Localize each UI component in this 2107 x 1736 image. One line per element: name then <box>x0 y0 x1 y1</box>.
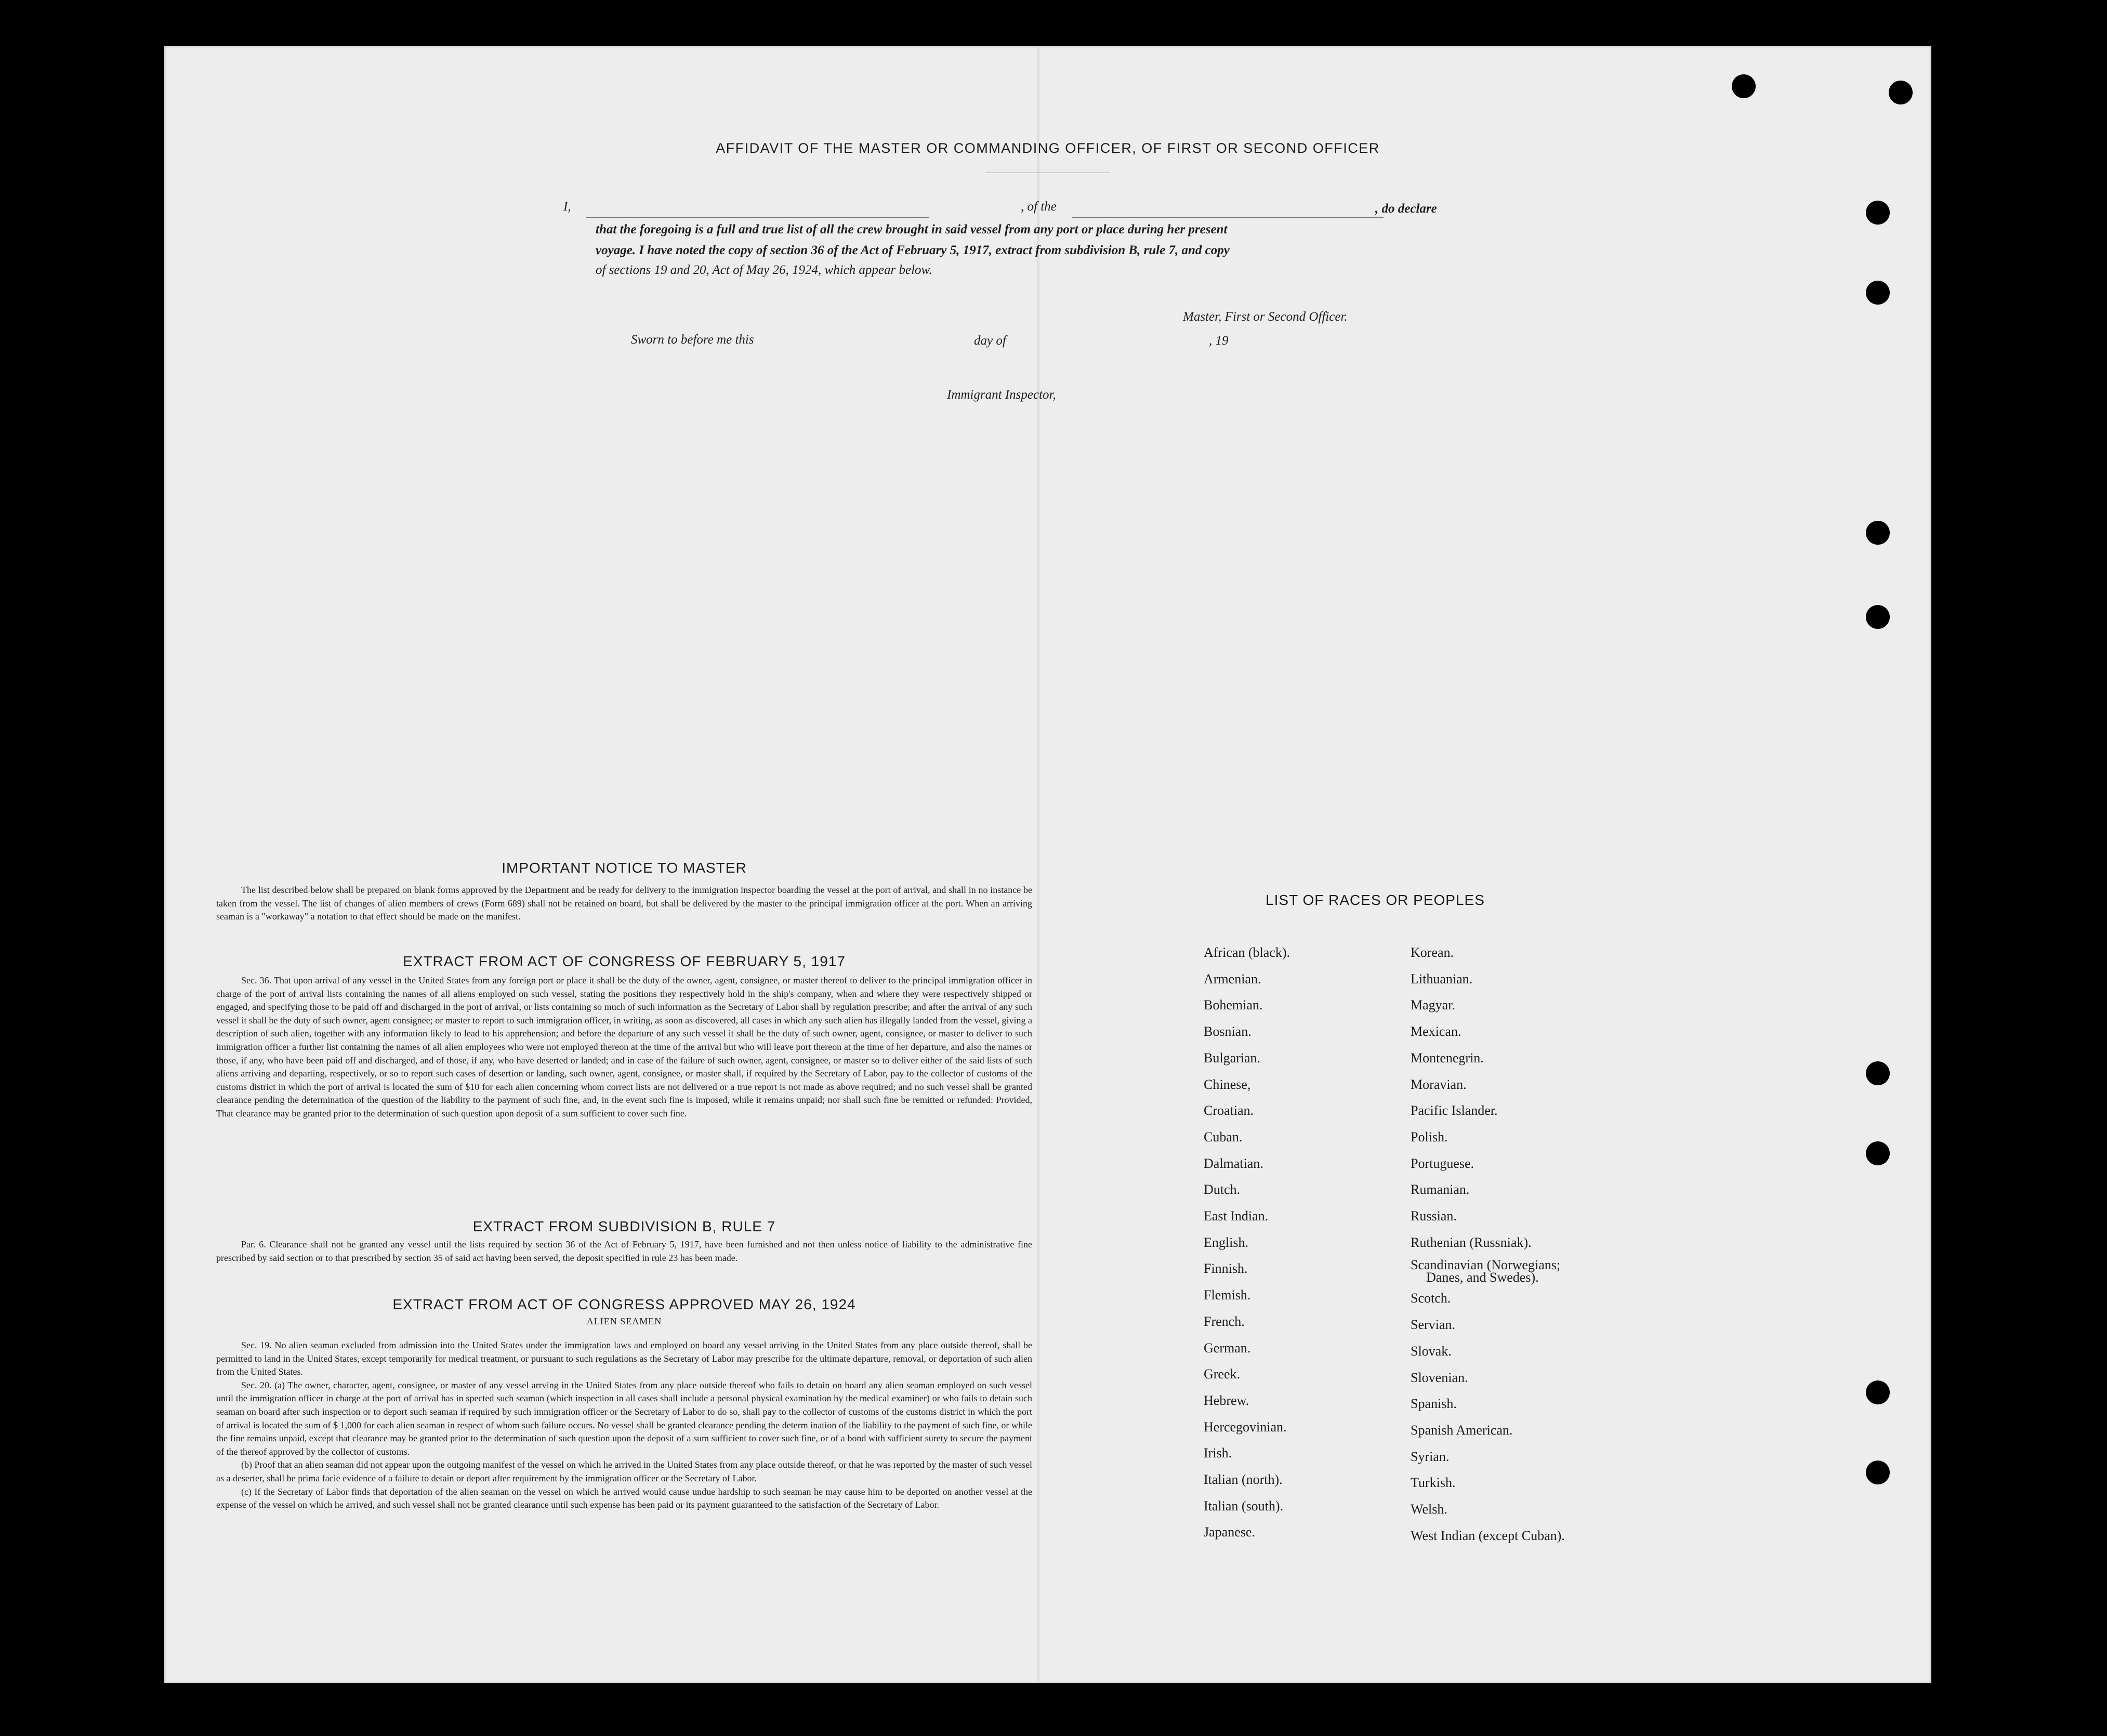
race-item: Spanish. <box>1411 1396 1457 1412</box>
race-item: Rumanian. <box>1411 1182 1470 1198</box>
race-item: Spanish American. <box>1411 1422 1513 1438</box>
race-item: West Indian (except Cuban). <box>1411 1528 1565 1543</box>
race-item: English. <box>1204 1234 1248 1250</box>
master-signature-label: Master, First or Second Officer. <box>1183 310 1348 324</box>
race-item: Korean. <box>1411 945 1454 960</box>
race-item: Japanese. <box>1204 1524 1255 1540</box>
extract-1924-heading: EXTRACT FROM ACT OF CONGRESS APPROVED MAY 26, 1924 <box>392 1296 856 1312</box>
race-item: Dutch. <box>1204 1182 1241 1198</box>
punch-hole <box>1889 81 1913 104</box>
race-item: Irish. <box>1204 1445 1232 1461</box>
punch-hole <box>1866 1061 1890 1085</box>
race-item: Servian. <box>1411 1317 1455 1333</box>
race-item: Portuguese. <box>1411 1155 1474 1171</box>
sworn-label: Sworn to before me this <box>631 333 754 347</box>
punch-hole <box>1866 201 1890 225</box>
race-item: Turkish. <box>1411 1475 1456 1491</box>
punch-hole <box>1866 1380 1890 1404</box>
race-item: Cuban. <box>1204 1129 1243 1145</box>
name-blank <box>586 217 929 218</box>
affidavit-line-i: I, <box>563 200 571 214</box>
extract-1917-heading: EXTRACT FROM ACT OF CONGRESS OF FEBRUARY 5, 1917 <box>403 953 846 969</box>
affidavit-line-4: of sections 19 and 20, Act of May 26, 1924, which appear below. <box>596 263 932 277</box>
race-item: Flemish. <box>1204 1287 1251 1303</box>
sec20c-text: (c) If the Secretary of Labor finds that deportation of the alien seaman on the vessel on which he arrived would cause undue hardship to such seaman he may cause him to be deported on another vessel at the expense of the vessel on which he arrived, and such vessel shall not be granted clearance until such expense has been paid or its payment guaranteed to the satisfaction of the Secretary of Labor. <box>216 1486 1032 1510</box>
race-item: Chinese, <box>1204 1076 1251 1092</box>
races-column-1 <box>1204 940 1290 1546</box>
extract-1917-section <box>216 974 1032 1121</box>
punch-hole <box>1866 1141 1890 1165</box>
race-item: Russian. <box>1411 1208 1457 1224</box>
race-item-scandinavian <box>1411 1256 1565 1285</box>
race-item: Syrian. <box>1411 1449 1450 1464</box>
alien-seamen-subheading: ALIEN SEAMEN <box>586 1316 662 1326</box>
race-item: African (black). <box>1204 945 1290 960</box>
notice-heading: IMPORTANT NOTICE TO MASTER <box>502 860 747 876</box>
punch-hole <box>1866 605 1890 629</box>
punch-hole <box>1732 74 1756 98</box>
affidavit-title: AFFIDAVIT OF THE MASTER OR COMMANDING OFFICER, OF FIRST OR SECOND OFFICER <box>716 140 1380 156</box>
notice-section <box>216 884 1032 924</box>
affidavit-of-the: , of the <box>1021 200 1057 214</box>
vessel-blank <box>1072 217 1384 218</box>
rule7-heading: EXTRACT FROM SUBDIVISION B, RULE 7 <box>472 1218 776 1234</box>
rule7-text: Par. 6. Clearance shall not be granted any vessel until the lists required by section 36 of the Act of February 5, 1917, have been furnished and not then unless notice of liability to the administrative fine prescribed by said section or to that prescribed by section 35 of said act having been served, the deposit specified in rule 23 has been made. <box>216 1239 1032 1263</box>
extract-1917-text: Sec. 36. That upon arrival of any vessel in the United States from any foreign port or place it shall be the duty of the owner, agent, consignee, or master thereof to deliver to the principal immigration officer in charge of the port of arrival lists containing the names of all aliens employed on such vessel, stating the positions they respectively hold in the ship's company, when and where they were respectively shipped or engaged, and specifying those to be paid off and discharged in the port of arrival, or lists containing so much of such information as the Secretary of Labor shall by regulation prescribe; and after the arrival of any such vessel it shall be the duty of such owner, agent consignee; or master to report to such immigration officer, in writing, as soon as discovered, all cases in which any such alien has illegally landed from the vessel, giving a description of such alien, together with any information likely to lead to his apprehension; and before the departure of any such vessel it shall be the duty of such owner, agent, consignee, or master to deliver to such immigration officer a further list containing the names of all alien employees who were not employed thereon at the time of the arrival but who will leave port thereon at the time of her departure, and also the names or those, if any, who have been paid off and discharged, and of those, if any, who have deserted or landed; and in case of the failure of such owner, agent, consignee, or master so to deliver either of the said lists of such aliens arriving and departing, respectively, or so to report such cases of desertion or landing, such owner, agent, consignee, or master shall, if required by the Secretary of Labor, pay to the collector of customs of the customs district in which the port of arrival is located the sum of $10 for each alien concerning whom correct lists are not delivered or a true report is not made as above required; and no such vessel shall be granted clearance pending the determination of the question of the liability to the payment of such fine, and, in the event such fine is imposed, while it remains unpaid; nor shall such fine be remitted or refunded: Provided, That clearance may be granted prior to the determination of such question upon deposit of a sum sufficient to cover such fine. <box>216 975 1032 1119</box>
race-item: Bulgarian. <box>1204 1050 1261 1066</box>
race-item: French. <box>1204 1313 1245 1329</box>
race-item: Bosnian. <box>1204 1024 1252 1040</box>
race-item: Pacific Islander. <box>1411 1103 1498 1119</box>
race-item: Mexican. <box>1411 1024 1461 1040</box>
sec20a-text: Sec. 20. (a) The owner, character, agent, consignee, or master of any vessel arrving in the United States from any place outside thereof who fails to detain on board any alien seaman employed on such vessel until the immigration officer in charge at the port of arrival has in spected such seaman (which inspection in all cases shall include a personal physical examination by the medical examiner) or who fails to detain such seaman on board after such inspection or to deport such seaman if required by such immigration officer or the Secretary of Labor to do so, shall pay to the collector of customs of the customs district in which the port of arrival is located the sum of $ 1,000 for each alien seaman in respect of whom such failure occurs. No vessel shall be granted clearance pending the determ ination of the liability to the payment of such fine, or while the fine remains unpaid, except that clearance may be granted prior to the determination of such question upon the deposit of a sum sufficient to cover such fine, or of a bond with sufficient surety to secure the payment of the thereof approved by the collector of customs. <box>216 1379 1032 1457</box>
race-item: Moravian. <box>1411 1076 1467 1092</box>
race-item: Armenian. <box>1204 971 1261 987</box>
race-item: Greek. <box>1204 1366 1241 1382</box>
punch-hole <box>1866 521 1890 545</box>
punch-hole <box>1866 1461 1890 1484</box>
race-item: Italian (south). <box>1204 1498 1284 1514</box>
race-item: Dalmatian. <box>1204 1155 1263 1171</box>
fold-line <box>1038 46 1039 1683</box>
rule7-section <box>216 1238 1032 1265</box>
affidavit-do-declare: , do declare <box>1375 202 1437 216</box>
race-item: Croatian. <box>1204 1103 1254 1119</box>
affidavit-line-2: that the foregoing is a full and true list of all the crew brought in said vessel from any port or place during her present <box>596 222 1228 236</box>
race-item: Lithuanian. <box>1411 971 1473 987</box>
affidavit-line-3: voyage. I have noted the copy of section 36 of the Act of February 5, 1917, extract from subdivision B, rule 7, and copy <box>596 243 1230 257</box>
extract-1924-section <box>216 1339 1032 1512</box>
race-item: Finnish. <box>1204 1261 1248 1277</box>
races-heading: LIST OF RACES OR PEOPLES <box>1266 892 1485 908</box>
year-label: , 19 <box>1209 334 1229 348</box>
race-item: Bohemian. <box>1204 997 1263 1013</box>
race-item: Montenegrin. <box>1411 1050 1484 1066</box>
notice-text: The list described below shall be prepared on blank forms approved by the Department and be ready for delivery to the immigration inspector boarding the vessel at the port of arrival, and shall in no instance be taken from the vessel. The list of changes of alien members of crews (Form 689) shall not be retained on board, but shall be delivered by the master to the principal immigration officer at the port. When an arriving seaman is a "workaway" a notation to that effect should be made on the manifest. <box>216 885 1032 922</box>
day-of-label: day of <box>974 334 1006 348</box>
race-item: Welsh. <box>1411 1502 1447 1517</box>
race-item: Ruthenian (Russniak). <box>1411 1234 1532 1250</box>
punch-hole <box>1866 281 1890 305</box>
document-page <box>164 46 1931 1683</box>
race-item: Hercegovinian. <box>1204 1419 1287 1435</box>
race-item-continuation: Danes, and Swedes). <box>1426 1270 1539 1285</box>
race-item: Slovak. <box>1411 1343 1452 1359</box>
race-item: Scandinavian (Norwegians; <box>1411 1257 1561 1273</box>
races-column-2 <box>1411 940 1565 1549</box>
sec19-text: Sec. 19. No alien seaman excluded from admission into the United States under the immigration laws and employed on board any vessel arriving in the United States from any place outside thereof, shall be permitted to land in the United States, except temporarily for medical treatment, or pursuant to such regulations as the Secretary of Labor may prescribe for the ultimate departure, removal, or deportation of such alien from the United States. <box>216 1340 1032 1377</box>
race-item: Polish. <box>1411 1129 1448 1145</box>
race-item: German. <box>1204 1340 1251 1356</box>
race-item: East Indian. <box>1204 1208 1269 1224</box>
race-item: Magyar. <box>1411 997 1455 1013</box>
race-item: Slovenian. <box>1411 1370 1468 1385</box>
race-item: Hebrew. <box>1204 1392 1249 1408</box>
race-item: Italian (north). <box>1204 1472 1283 1488</box>
sec20b-text: (b) Proof that an alien seaman did not appear upon the outgoing manifest of the vessel on which he arrived in the United States from any place outside thereof, or that he was reported by the master of such vessel as a deserter, shall be prima facie evidence of a failure to detain or deport after requirement by the immigration officer or the Secretary of Labor. <box>216 1459 1032 1483</box>
race-item: Scotch. <box>1411 1291 1451 1306</box>
inspector-label: Immigrant Inspector, <box>947 388 1056 402</box>
